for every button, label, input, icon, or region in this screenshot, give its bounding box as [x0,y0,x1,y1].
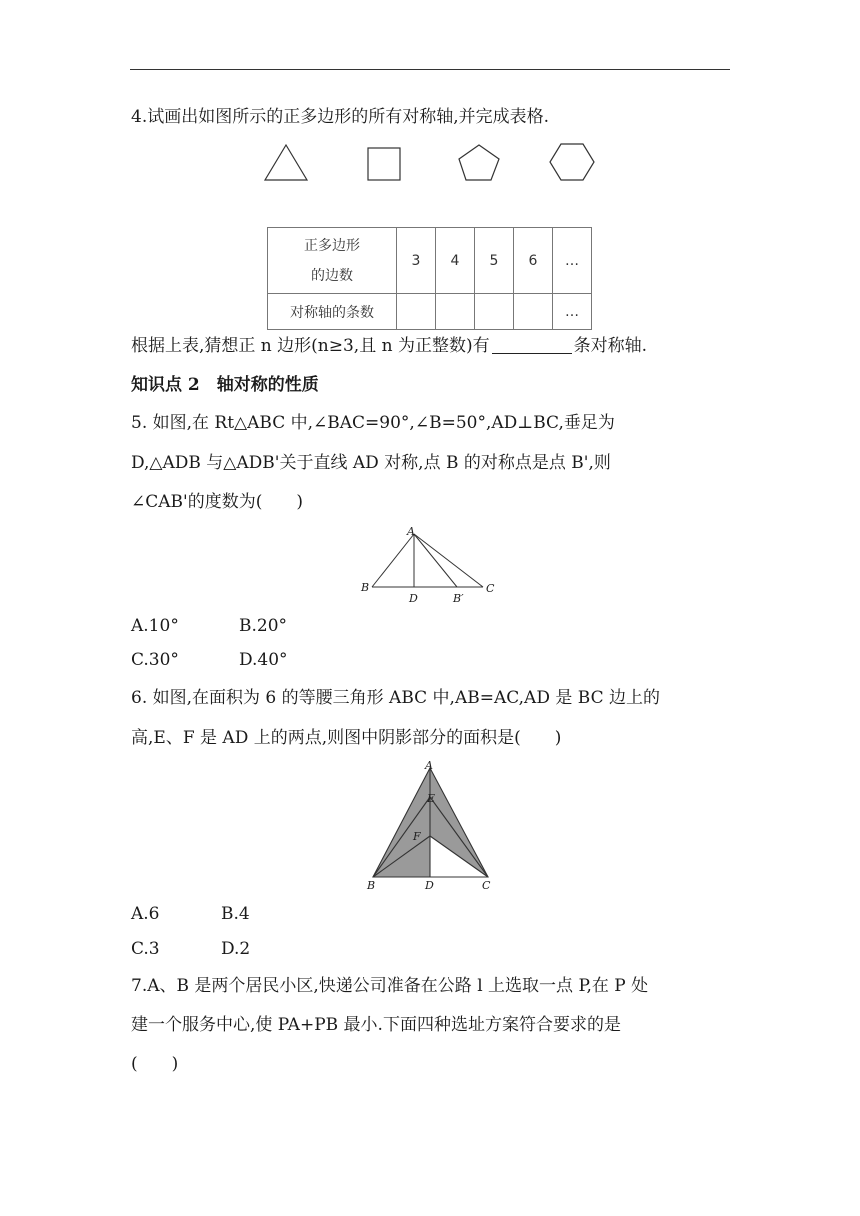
header-line-1: 正多边形 [304,237,360,254]
q6-figure [360,758,500,893]
q5-option-a: A.10° [131,616,179,636]
q5-figure [355,524,505,604]
table-header-cell [268,228,397,294]
header-line-2: 的边数 [311,267,353,284]
q6-option-b: B.4 [221,904,250,924]
table-row [268,294,592,330]
q5-option-c: C.30° [131,650,179,670]
answer-blank [492,337,572,354]
q6-option-d: D.2 [221,939,251,959]
triangle-shape [265,145,307,180]
table-row-label: 对称轴的条数 [268,294,397,330]
label-c: C [486,582,495,595]
table-cell [397,294,436,330]
table-cell [475,294,514,330]
label-c: C [482,879,491,892]
q6-option-c: C.3 [131,939,160,959]
table-cell [436,294,475,330]
table-cell: … [553,294,592,330]
q4-conclusion [131,335,647,357]
q5-line-3: ∠CAB'的度数为( ) [131,492,303,512]
q5-line-2: D,△ADB 与△ADB'关于直线 AD 对称,点 B 的对称点是点 B',则 [131,453,611,473]
header-rule [130,69,730,70]
table-cell: 6 [514,228,553,294]
table-row [268,228,592,294]
polygons-figure [255,138,615,188]
hexagon-shape [550,144,594,180]
label-e: E [427,792,436,805]
q7-line-2: 建一个服务中心,使 PA+PB 最小.下面四种选址方案符合要求的是 [131,1015,621,1035]
q5-option-d: D.40° [239,650,288,670]
square-shape [368,148,400,180]
q7-line-3: ( ) [131,1054,179,1074]
label-a: A [407,525,415,538]
q6-line-1: 6. 如图,在面积为 6 的等腰三角形 ABC 中,AB=AC,AD 是 BC 边上的 [131,688,660,708]
table-cell: 4 [436,228,475,294]
table-cell [514,294,553,330]
section-heading: 知识点 2 轴对称的性质 [131,375,319,395]
label-f: F [413,830,421,843]
label-d: D [409,592,418,604]
q7-line-1: 7.A、B 是两个居民小区,快递公司准备在公路 l 上选取一点 P,在 P 处 [131,976,649,996]
pentagon-shape [459,145,499,180]
q4-text: 4.试画出如图所示的正多边形的所有对称轴,并完成表格. [131,107,550,127]
q5-line-1: 5. 如图,在 Rt△ABC 中,∠BAC=90°,∠B=50°,AD⊥BC,垂足为 [131,413,615,433]
q4-conclusion-text: 根据上表,猜想正 n 边形(n≥3,且 n 为正整数)有 [131,336,490,356]
label-b: B [367,879,376,892]
q6-line-2: 高,E、F 是 AD 上的两点,则图中阴影部分的面积是( ) [131,728,562,748]
table-cell: … [553,228,592,294]
label-b: B [361,581,370,594]
label-b-prime: B′ [453,592,464,604]
q4-conclusion-end: 条对称轴. [573,336,647,356]
label-a: A [425,759,433,772]
symmetry-table [267,227,592,330]
q5-option-b: B.20° [239,616,288,636]
table-cell: 3 [397,228,436,294]
label-d: D [425,879,434,892]
q6-option-a: A.6 [131,904,160,924]
table-cell: 5 [475,228,514,294]
